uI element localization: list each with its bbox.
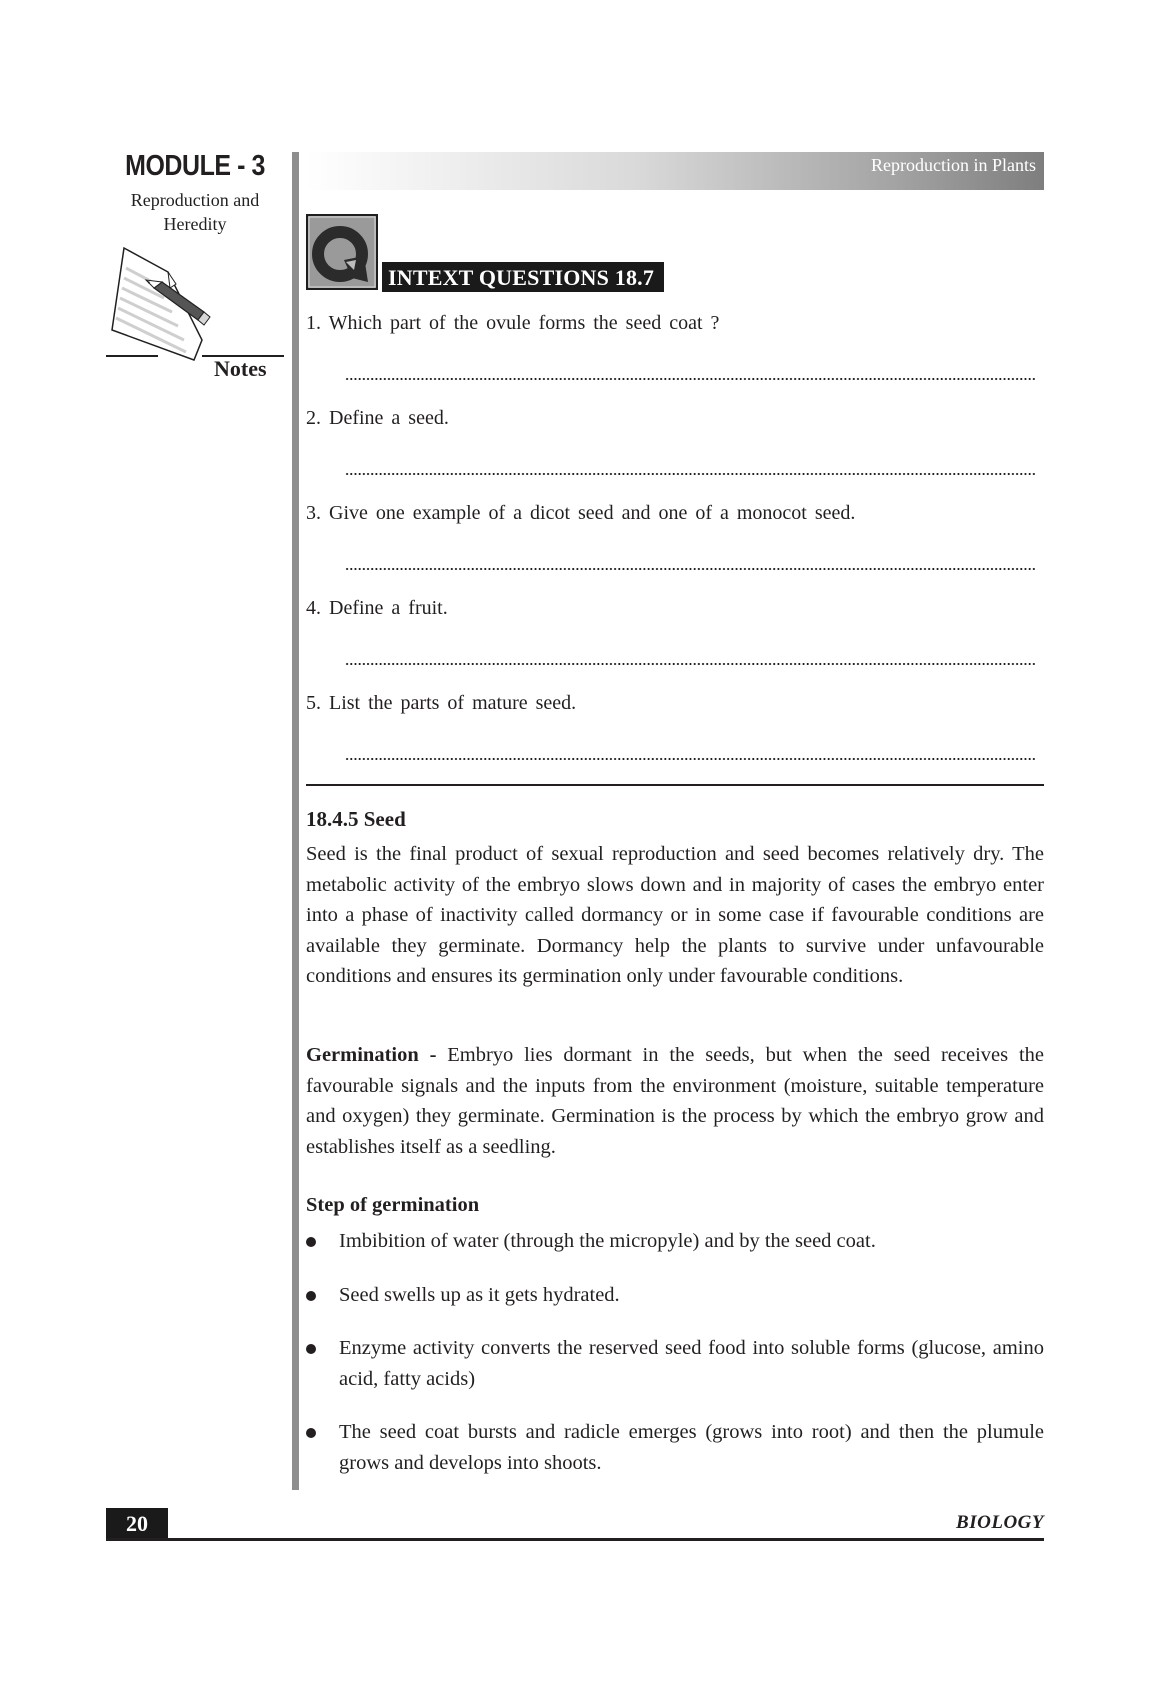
answer-line-4[interactable]: [345, 662, 1035, 666]
question-1: 1. Which part of the ovule forms the seed coat ?: [306, 312, 720, 334]
section-divider: [306, 784, 1044, 786]
question-q-icon: [306, 214, 378, 290]
running-title: Reproduction in Plants: [871, 155, 1036, 175]
running-header: [306, 152, 1044, 190]
answer-line-5[interactable]: [345, 757, 1035, 761]
module-subtitle-line1: Reproduction and: [130, 190, 260, 210]
germination-text: Embryo lies dormant in the seeds, but when the seed receives the favourable signals and the inputs from the environment (moisture, suitable temperature and oxygen) they germinate. Germination is the process by which the embryo grow and establishes itself as a seedling.: [306, 1044, 1044, 1158]
list-item-text: Enzyme activity converts the reserved seed food into soluble forms (glucose, amino acid, fatty acids): [339, 1337, 1044, 1390]
answer-line-1[interactable]: [345, 377, 1035, 381]
question-4: 4. Define a fruit.: [306, 597, 448, 619]
question-3: 3. Give one example of a dicot seed and one of a monocot seed.: [306, 502, 856, 524]
bullet-icon: [306, 1428, 316, 1438]
answer-line-3[interactable]: [345, 567, 1035, 571]
bullet-icon: [306, 1237, 316, 1247]
list-item: [306, 1226, 1044, 1257]
germination-paragraph: [306, 1040, 1044, 1162]
notes-divider-left: [106, 355, 158, 357]
answer-line-2[interactable]: [345, 472, 1035, 476]
bullet-icon: [306, 1344, 316, 1354]
notes-label: Notes: [214, 356, 267, 381]
section-heading: 18.4.5 Seed: [306, 807, 406, 831]
list-item: [306, 1417, 1044, 1479]
module-subtitle-line2: Heredity: [163, 214, 227, 234]
notepad-pencil-icon: [106, 244, 216, 369]
list-item-text: The seed coat bursts and radicle emerges (grows into root) and then the plumule grows and develops into shoots.: [339, 1421, 1044, 1474]
list-item-text: Imbibition of water (through the micropyle) and by the seed coat.: [339, 1230, 876, 1252]
list-item: [306, 1333, 1044, 1395]
seed-paragraph: Seed is the final product of sexual reproduction and seed becomes relatively dry. The metabolic activity of the embryo slows down and in majority of cases the embryo enter into a phase of inactivity called dormancy or in some case if favourable conditions are available they germinate. Dormancy help the plants to survive under unfavourable conditions and ensures its germination only under favourable conditions.: [306, 843, 1044, 987]
content-side-bar: [292, 152, 299, 1490]
module-title: MODULE - 3: [125, 150, 265, 182]
question-5: 5. List the parts of mature seed.: [306, 692, 577, 714]
germination-label: Germination -: [306, 1044, 437, 1066]
intext-questions-title: INTEXT QUESTIONS 18.7: [382, 262, 664, 292]
page-number: 20: [106, 1508, 168, 1540]
module-subtitle: [110, 188, 280, 236]
footer-subject: BIOLOGY: [956, 1512, 1044, 1533]
footer-rule: [106, 1538, 1044, 1541]
steps-heading: Step of germination: [306, 1194, 480, 1216]
bullet-icon: [306, 1291, 316, 1301]
question-2: 2. Define a seed.: [306, 407, 449, 429]
list-item: [306, 1280, 1044, 1311]
list-item-text: Seed swells up as it gets hydrated.: [339, 1284, 620, 1306]
